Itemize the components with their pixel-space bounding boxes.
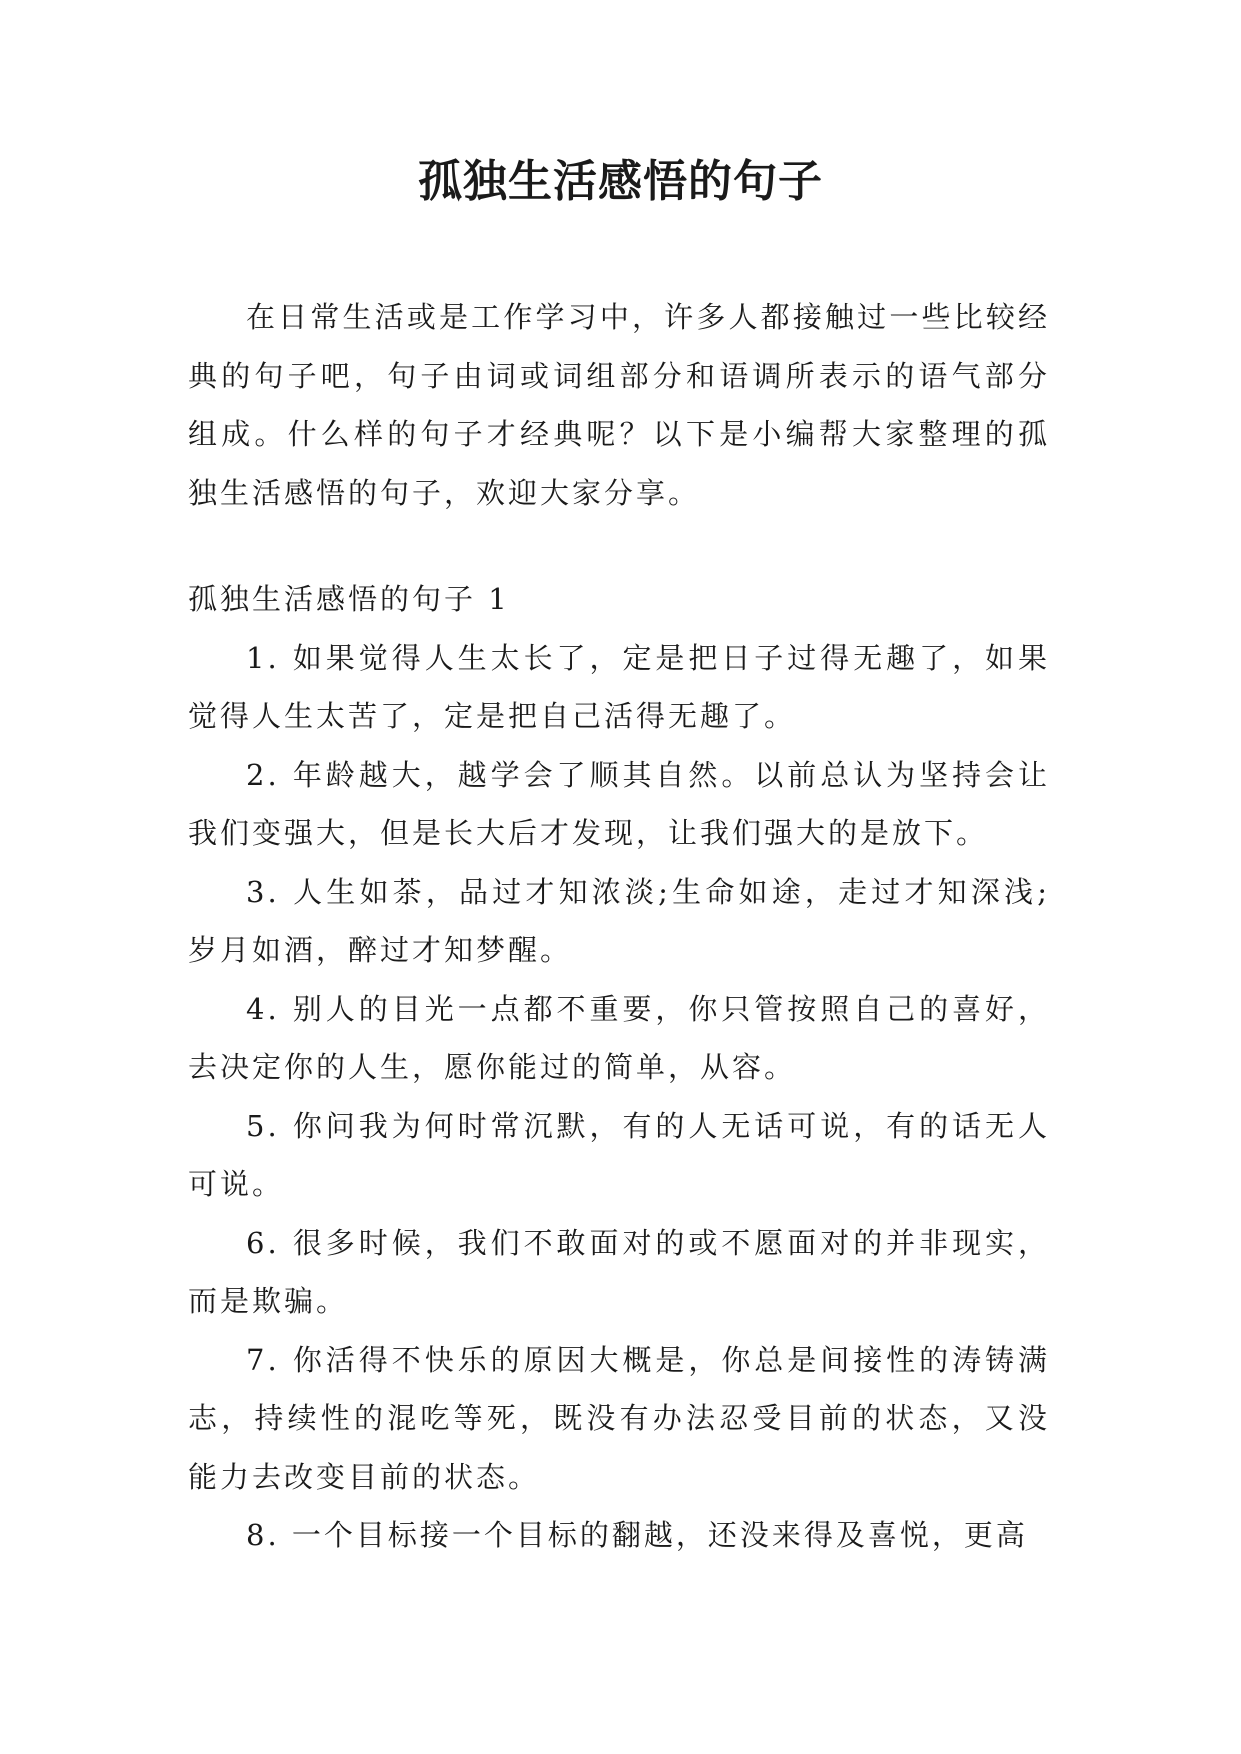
paragraph-spacer [188, 522, 1050, 570]
list-item: 5. 你问我为何时常沉默，有的人无话可说，有的话无人可说。 [188, 1108, 1050, 1201]
list-item: 7. 你活得不快乐的原因大概是，你总是间接性的涛铸满志，持续性的混吃等死，既没有办法忍受目前的状态，又没能力去改变目前的状态。 [188, 1342, 1050, 1494]
document-title: 孤独生活感悟的句子 [418, 156, 823, 207]
list-item: 2. 年龄越大，越学会了顺其自然。以前总认为坚持会让我们变强大，但是长大后才发现，让我们强大的是放下。 [188, 757, 1050, 850]
list-item: 4. 别人的目光一点都不重要，你只管按照自己的喜好，去决定你的人生，愿你能过的简单，从容。 [188, 991, 1050, 1084]
section-heading: 孤独生活感悟的句子 1 [188, 582, 510, 616]
list-item: 1. 如果觉得人生太长了，定是把日子过得无趣了，如果觉得人生太苦了，定是把自己活得无趣了。 [188, 640, 1050, 733]
document-body [188, 288, 1050, 1565]
list-item: 3. 人生如茶，品过才知浓淡;生命如途，走过才知深浅;岁月如酒，醉过才知梦醒。 [188, 874, 1050, 967]
list-item: 6. 很多时候，我们不敢面对的或不愿面对的并非现实，而是欺骗。 [188, 1225, 1050, 1318]
list-item: 8. 一个目标接一个目标的翻越，还没来得及喜悦，更高 [246, 1518, 1028, 1552]
intro-paragraph: 在日常生活或是工作学习中，许多人都接触过一些比较经典的句子吧，句子由词或词组部分和语调所表示的语气部分组成。什么样的句子才经典呢？以下是小编帮大家整理的孤独生活感悟的句子，欢迎大家分享。 [188, 300, 1050, 510]
